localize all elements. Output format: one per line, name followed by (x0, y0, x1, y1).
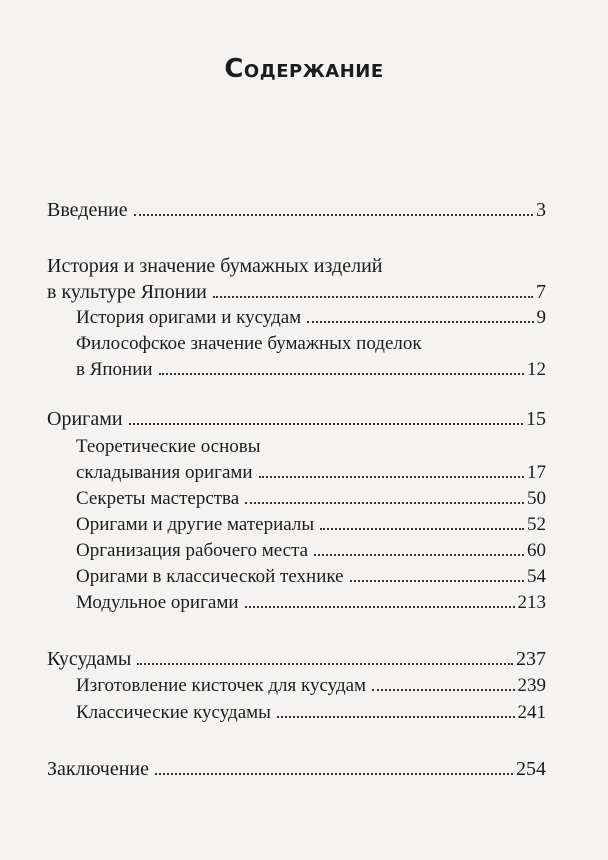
toc-entry-theory-line1: Теоретические основы (76, 436, 261, 457)
dot-leader (159, 373, 524, 375)
dot-leader (137, 663, 513, 665)
toc-entry-theory (76, 462, 546, 484)
toc-entry-conclusion (47, 758, 546, 780)
dot-leader (213, 296, 533, 298)
toc-entry-text: Оригами в классической технике (76, 566, 344, 587)
toc-entry-origami (47, 408, 546, 430)
toc-page-number: 7 (536, 281, 546, 303)
toc-entry-text: Заключение (47, 758, 149, 780)
toc-page-number: 213 (517, 592, 546, 613)
dot-leader (307, 321, 533, 323)
dot-leader (314, 554, 524, 556)
toc-page-number: 239 (517, 675, 546, 696)
toc-entry-text: в Японии (76, 359, 153, 380)
dot-leader (259, 476, 524, 478)
toc-page-number: 50 (527, 488, 546, 509)
toc-entry-philosophy-line1: Философское значение бумажных поделок (76, 333, 422, 354)
dot-leader (320, 528, 524, 530)
toc-page-number: 241 (517, 702, 546, 723)
toc-page-number: 12 (527, 359, 546, 380)
toc-entry-classic (76, 566, 546, 588)
toc-entry-modular (76, 592, 546, 614)
toc-entry-philosophy (76, 359, 546, 381)
toc-entry-text: Оригами (47, 408, 123, 430)
toc-entry-text: Введение (47, 199, 128, 221)
dot-leader (245, 606, 515, 608)
toc-entry-text: Изготовление кисточек для кусудам (76, 675, 367, 696)
dot-leader (277, 716, 515, 718)
toc-entry-text: складывания оригами (76, 462, 253, 483)
toc-page-number: 60 (527, 540, 546, 561)
toc-entry-intro (47, 199, 546, 221)
toc-entry-history (47, 281, 546, 303)
toc-entry-text: Организация рабочего места (76, 540, 309, 561)
toc-entry-text: Модульное оригами (76, 592, 239, 613)
toc-entry-materials (76, 514, 546, 536)
toc-page-number: 15 (526, 408, 546, 430)
toc-entry-text: Кусудамы (47, 648, 132, 670)
page-title: Содержание (224, 54, 384, 84)
dot-leader (129, 423, 523, 425)
toc-entry-text: Оригами и другие материалы (76, 514, 315, 535)
toc-entry-history-line1: История и значение бумажных изделий (47, 255, 383, 277)
toc-page-number: 254 (516, 758, 546, 780)
toc-page-number: 54 (527, 566, 546, 587)
toc-page-number: 17 (527, 462, 546, 483)
dot-leader (134, 214, 533, 216)
dot-leader (155, 773, 513, 775)
toc-entry-text: Классические кусудамы (76, 702, 271, 723)
toc-page-number: 237 (516, 648, 546, 670)
toc-entry-text: Секреты мастерства (76, 488, 240, 509)
toc-entry-kusudama (47, 648, 546, 670)
toc-page-number: 52 (527, 514, 546, 535)
toc-entry-text: в культуре Японии (47, 281, 207, 303)
dot-leader (350, 580, 524, 582)
toc-entry-origami-kusudama-history (76, 307, 546, 329)
toc-entry-classic-kusudama (76, 702, 546, 724)
dot-leader (245, 502, 524, 504)
toc-entry-text: История оригами и кусудам (76, 307, 302, 328)
dot-leader (372, 689, 514, 691)
toc-entry-tassels (76, 675, 546, 697)
toc-page-number: 9 (536, 307, 546, 328)
toc-entry-workplace (76, 540, 546, 562)
toc-entry-secrets (76, 488, 546, 510)
toc-page-number: 3 (536, 199, 546, 221)
